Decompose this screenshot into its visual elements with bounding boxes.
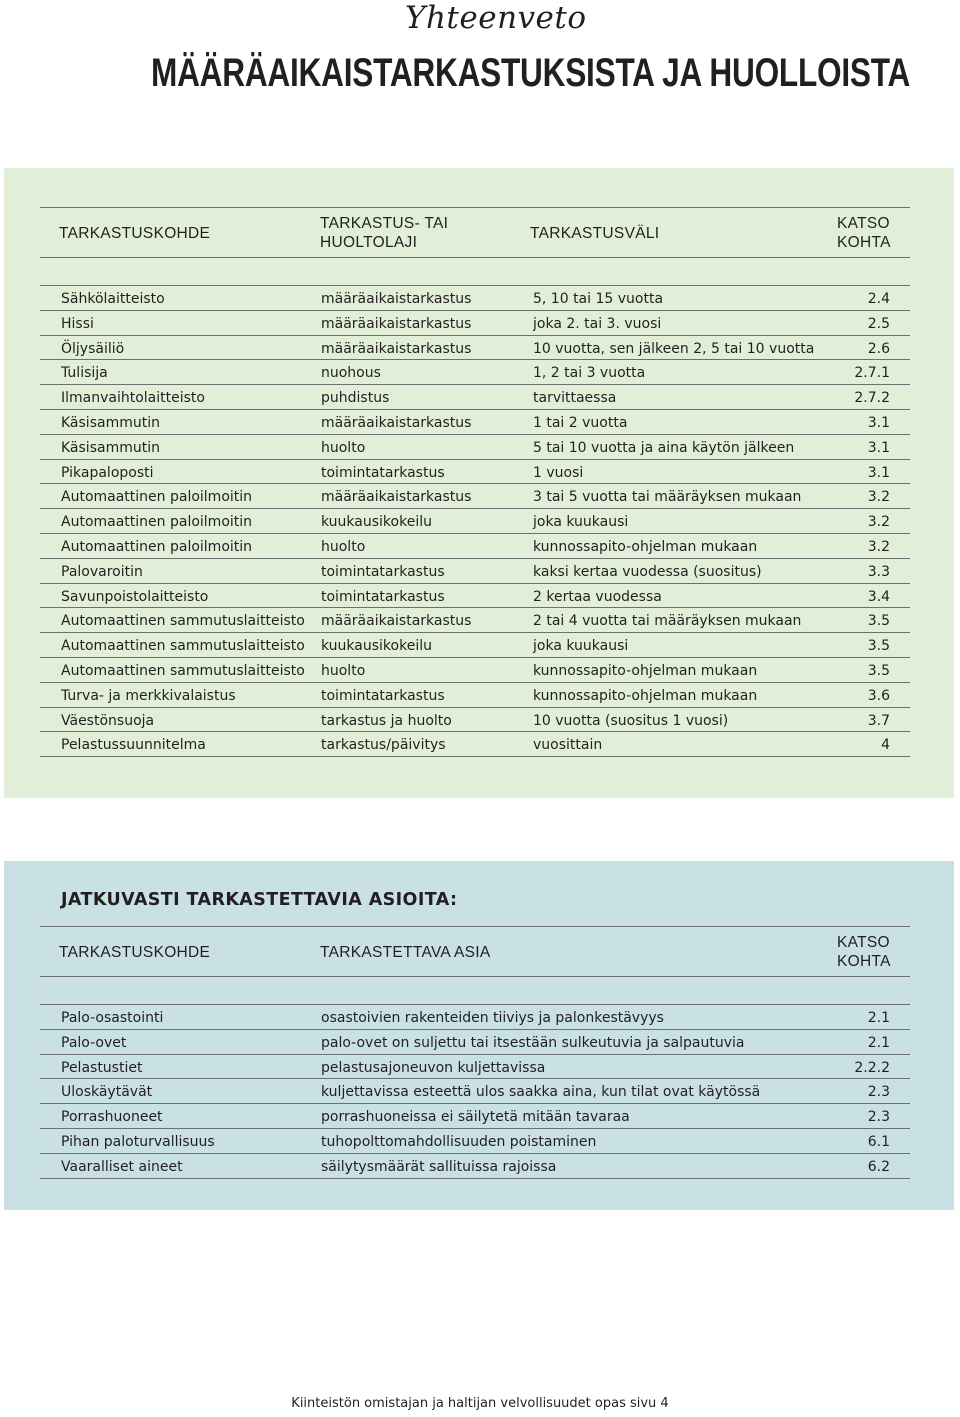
- inspection-table-header: [40, 207, 910, 258]
- cell-item: pelastusajoneuvon kuljettavissa: [321, 1059, 546, 1076]
- cell-target: Ilmanvaihtolaitteisto: [61, 390, 205, 407]
- cell-ref: 6.2: [867, 1158, 890, 1175]
- cell-interval: 3 tai 5 vuotta tai määräyksen mukaan: [533, 489, 802, 506]
- inspection-rows: [40, 285, 910, 757]
- table-row: [40, 1154, 910, 1179]
- cell-target: Käsisammutin: [61, 414, 160, 431]
- cell-ref: 4: [881, 737, 890, 754]
- cell-target: Automaattinen paloilmoitin: [61, 538, 253, 555]
- cell-type: tarkastus/päivitys: [321, 737, 446, 754]
- page-footer: Kiinteistön omistajan ja haltijan velvollisuudet opas sivu 4: [291, 1396, 669, 1411]
- table-row: [40, 633, 910, 658]
- cell-ref: 2.3: [867, 1109, 890, 1126]
- cell-ref: 3.7: [867, 712, 890, 729]
- table-row: [40, 683, 910, 708]
- cell-ref: 3.2: [867, 489, 890, 506]
- cell-target: Savunpoistolaitteisto: [61, 588, 209, 605]
- cell-item: tuhopolttomahdollisuuden poistaminen: [321, 1133, 597, 1150]
- cell-type: kuukausikokeilu: [321, 638, 432, 655]
- table-row: [40, 732, 910, 757]
- cell-interval: 10 vuotta, sen jälkeen 2, 5 tai 10 vuotta: [533, 340, 815, 357]
- cell-interval: kunnossapito-ohjelman mukaan: [533, 538, 758, 555]
- cell-interval: 10 vuotta (suositus 1 vuosi): [533, 712, 729, 729]
- table-row: [40, 286, 910, 311]
- cell-target: Pelastustiet: [61, 1059, 143, 1076]
- cell-interval: 1 tai 2 vuotta: [533, 414, 628, 431]
- cell-type: toimintatarkastus: [321, 563, 445, 580]
- cell-ref: 3.5: [867, 662, 890, 679]
- cell-interval: joka 2. tai 3. vuosi: [533, 315, 662, 332]
- cell-ref: 6.1: [867, 1133, 890, 1150]
- table-row: [40, 460, 910, 485]
- cell-ref: 2.7.2: [854, 390, 890, 407]
- cell-interval: 2 kertaa vuodessa: [533, 588, 662, 605]
- cell-target: Väestönsuoja: [61, 712, 155, 729]
- cell-ref: 2.1: [867, 1034, 890, 1051]
- cell-target: Automaattinen sammutuslaitteisto: [61, 613, 305, 630]
- table-row: [40, 559, 910, 584]
- cell-type: puhdistus: [321, 390, 390, 407]
- table-row: [40, 1055, 910, 1080]
- header-target: TARKASTUSKOHDE: [59, 225, 211, 242]
- cell-target: Käsisammutin: [61, 439, 160, 456]
- table-row: [40, 336, 910, 361]
- table-row: [40, 708, 910, 733]
- table-row: [40, 584, 910, 609]
- cell-target: Pihan paloturvallisuus: [61, 1133, 215, 1150]
- cell-target: Turva- ja merkkivalaistus: [61, 687, 236, 704]
- cell-type: määräaikaistarkastus: [321, 414, 472, 431]
- cell-ref: 2.5: [867, 315, 890, 332]
- cell-ref: 3.5: [867, 638, 890, 655]
- page-subtitle: Yhteenveto: [405, 0, 587, 36]
- header-type-line1: TARKASTUS- TAI: [320, 215, 449, 232]
- cell-ref: 3.6: [867, 687, 890, 704]
- header-type-line2: HUOLTOLAJI: [320, 234, 418, 251]
- table-row: [40, 1104, 910, 1129]
- cell-target: Sähkölaitteisto: [61, 291, 165, 307]
- cell-target: Palo-ovet: [61, 1034, 127, 1051]
- table-row: [40, 484, 910, 509]
- cell-type: toimintatarkastus: [321, 588, 445, 605]
- table-row: [40, 534, 910, 559]
- cell-target: Öljysäiliö: [61, 340, 125, 357]
- cell-target: Palovaroitin: [61, 563, 143, 580]
- cell-interval: 1 vuosi: [533, 464, 584, 481]
- cell-ref: 3.5: [867, 613, 890, 630]
- cell-target: Automaattinen sammutuslaitteisto: [61, 638, 305, 655]
- header-interval: TARKASTUSVÄLI: [530, 225, 660, 242]
- cell-target: Pelastussuunnitelma: [61, 737, 206, 754]
- cell-interval: vuosittain: [533, 737, 603, 754]
- cell-target: Palo-osastointi: [61, 1010, 164, 1026]
- cell-ref: 2.1: [867, 1010, 890, 1026]
- cell-type: toimintatarkastus: [321, 464, 445, 481]
- cell-type: toimintatarkastus: [321, 687, 445, 704]
- table-row: [40, 410, 910, 435]
- cell-target: Uloskäytävät: [61, 1084, 153, 1101]
- cell-type: määräaikaistarkastus: [321, 340, 472, 357]
- cell-target: Automaattinen paloilmoitin: [61, 489, 253, 506]
- cell-target: Automaattinen sammutuslaitteisto: [61, 662, 305, 679]
- cell-type: huolto: [321, 439, 366, 456]
- cell-interval: kunnossapito-ohjelman mukaan: [533, 687, 758, 704]
- table-row: [40, 435, 910, 460]
- cell-interval: tarvittaessa: [533, 390, 617, 407]
- header-target: TARKASTUSKOHDE: [59, 944, 211, 961]
- cell-ref: 3.1: [867, 464, 890, 481]
- cell-type: määräaikaistarkastus: [321, 489, 472, 506]
- header-item: TARKASTETTAVA ASIA: [320, 944, 491, 961]
- cell-target: Pikapaloposti: [61, 464, 154, 481]
- cell-interval: 5 tai 10 vuotta ja aina käytön jälkeen: [533, 439, 795, 456]
- cell-type: huolto: [321, 538, 366, 555]
- continuous-rows: [40, 1004, 910, 1179]
- continuous-table: [40, 926, 910, 1179]
- cell-ref: 2.4: [867, 291, 890, 307]
- table-row: [40, 1079, 910, 1104]
- cell-type: nuohous: [321, 365, 381, 382]
- page-title: MÄÄRÄAIKAISTARKASTUKSISTA JA HUOLLOISTA: [151, 51, 911, 95]
- header-ref-line2: KOHTA: [837, 953, 891, 970]
- cell-interval: 1, 2 tai 3 vuotta: [533, 365, 646, 382]
- cell-ref: 3.2: [867, 538, 890, 555]
- table-row: [40, 1005, 910, 1030]
- cell-ref: 2.6: [867, 340, 890, 357]
- cell-target: Porrashuoneet: [61, 1109, 163, 1126]
- cell-type: määräaikaistarkastus: [321, 291, 472, 307]
- cell-target: Automaattinen paloilmoitin: [61, 514, 253, 531]
- cell-ref: 2.7.1: [854, 365, 890, 382]
- continuous-table-header: [40, 926, 910, 977]
- table-row: [40, 360, 910, 385]
- cell-item: palo-ovet on suljettu tai itsestään sulkeutuvia ja salpautuvia: [321, 1034, 745, 1051]
- cell-type: huolto: [321, 662, 366, 679]
- cell-target: Tulisija: [61, 365, 108, 382]
- cell-item: osastoivien rakenteiden tiiviys ja palonkestävyys: [321, 1010, 664, 1026]
- cell-type: määräaikaistarkastus: [321, 613, 472, 630]
- cell-ref: 3.1: [867, 414, 890, 431]
- cell-item: porrashuoneissa ei säilytetä mitään tavaraa: [321, 1109, 630, 1126]
- cell-ref: 2.2.2: [854, 1059, 890, 1076]
- cell-type: määräaikaistarkastus: [321, 315, 472, 332]
- cell-type: tarkastus ja huolto: [321, 712, 452, 729]
- cell-ref: 3.2: [867, 514, 890, 531]
- cell-interval: joka kuukausi: [533, 638, 629, 655]
- table-row: [40, 1030, 910, 1055]
- cell-target: Vaaralliset aineet: [61, 1158, 183, 1175]
- header-ref-line1: KATSO: [837, 215, 890, 232]
- cell-interval: kaksi kertaa vuodessa (suositus): [533, 563, 762, 580]
- cell-target: Hissi: [61, 315, 94, 332]
- cell-ref: 3.3: [867, 563, 890, 580]
- cell-interval: 2 tai 4 vuotta tai määräyksen mukaan: [533, 613, 802, 630]
- cell-interval: joka kuukausi: [533, 514, 629, 531]
- table-row: [40, 608, 910, 633]
- cell-ref: 2.3: [867, 1084, 890, 1101]
- table-row: [40, 385, 910, 410]
- cell-ref: 3.1: [867, 439, 890, 456]
- header-ref-line1: KATSO: [837, 934, 890, 951]
- table-row: [40, 509, 910, 534]
- cell-interval: 5, 10 tai 15 vuotta: [533, 291, 664, 307]
- cell-type: kuukausikokeilu: [321, 514, 432, 531]
- cell-item: säilytysmäärät sallituissa rajoissa: [321, 1158, 557, 1175]
- cell-item: kuljettavissa esteettä ulos saakka aina, kun tilat ovat käytössä: [321, 1084, 761, 1101]
- cell-interval: kunnossapito-ohjelman mukaan: [533, 662, 758, 679]
- section-title: JATKUVASTI TARKASTETTAVIA ASIOITA:: [61, 890, 458, 910]
- inspection-table: [40, 207, 910, 757]
- header-ref-line2: KOHTA: [837, 234, 891, 251]
- table-row: [40, 1129, 910, 1154]
- table-row: [40, 311, 910, 336]
- table-row: [40, 658, 910, 683]
- cell-ref: 3.4: [867, 588, 890, 605]
